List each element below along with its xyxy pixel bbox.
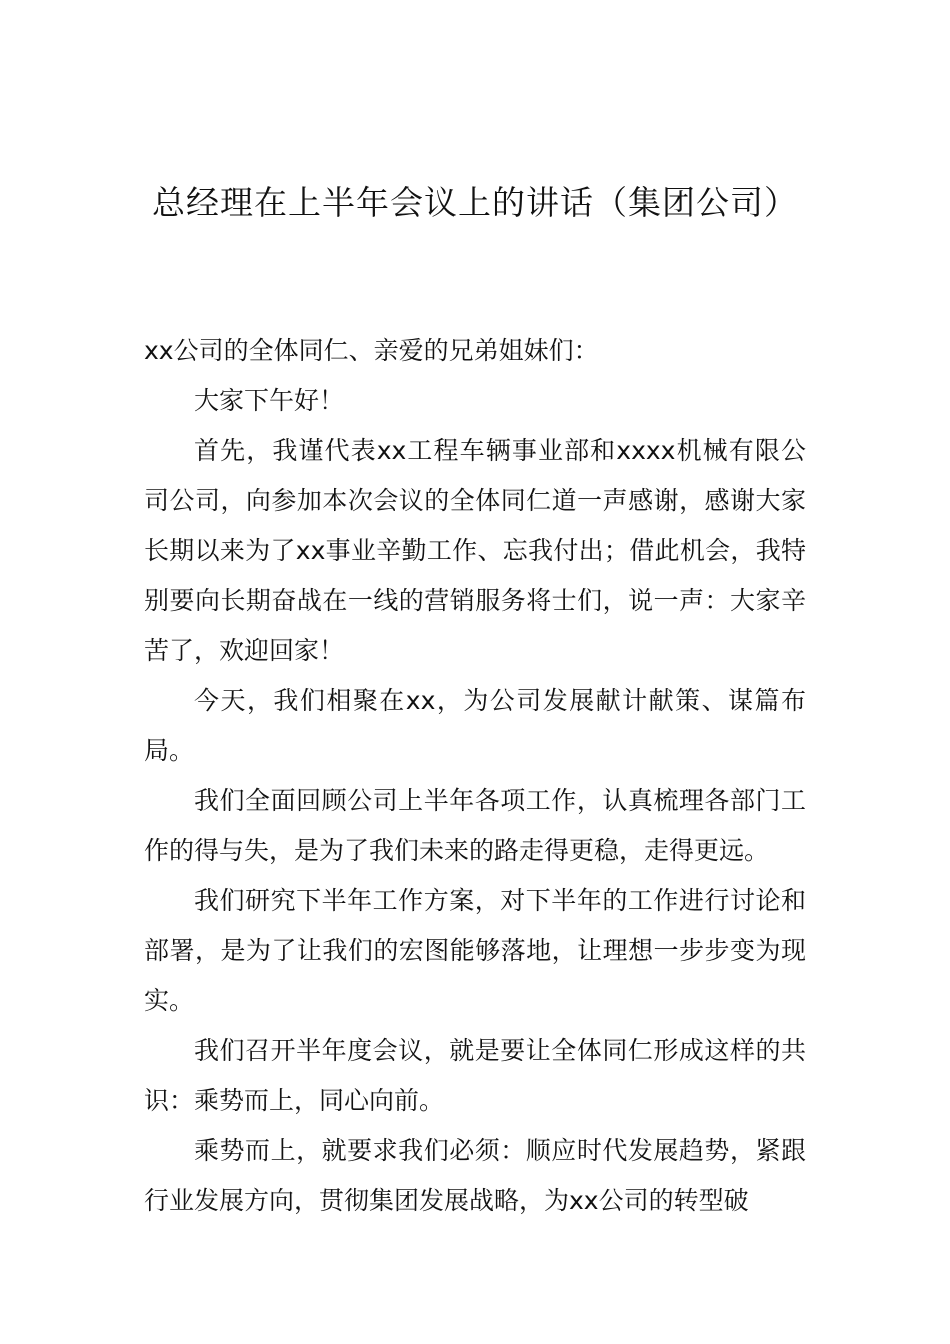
paragraph-consensus: 我们召开半年度会议，就是要让全体同仁形成这样的共识：乘势而上，同心向前。 [144,1036,806,1115]
paragraph-thanks: 首先，我谨代表xx工程车辆事业部和xxxx机械有限公司公司，向参加本次会议的全体同仁道一声感谢，感谢大家长期以来为了xx事业辛勤工作、忘我付出；借此机会，我特别要向长期奋战在一线的营销服务将士们，说一声：大家辛苦了，欢迎回家！ [144,436,806,665]
salutation: xx公司的全体同仁、亲爱的兄弟姐妹们： [144,336,599,365]
paragraph-momentum: 乘势而上，就要求我们必须：顺应时代发展趋势，紧跟行业发展方向，贯彻集团发展战略，为xx公司的转型破 [144,1136,806,1215]
document-body [144,326,806,1226]
paragraph-review: 我们全面回顾公司上半年各项工作，认真梳理各部门工作的得与失，是为了我们未来的路走得更稳，走得更远。 [144,786,806,865]
paragraph-gathering: 今天，我们相聚在xx，为公司发展献计献策、谋篇布局。 [144,686,806,765]
paragraph-greeting: 大家下午好！ [194,386,345,415]
paragraph-plan: 我们研究下半年工作方案，对下半年的工作进行讨论和部署，是为了让我们的宏图能够落地，让理想一步步变为现实。 [144,886,806,1015]
document-title: 总经理在上半年会议上的讲话（集团公司） [152,183,798,222]
